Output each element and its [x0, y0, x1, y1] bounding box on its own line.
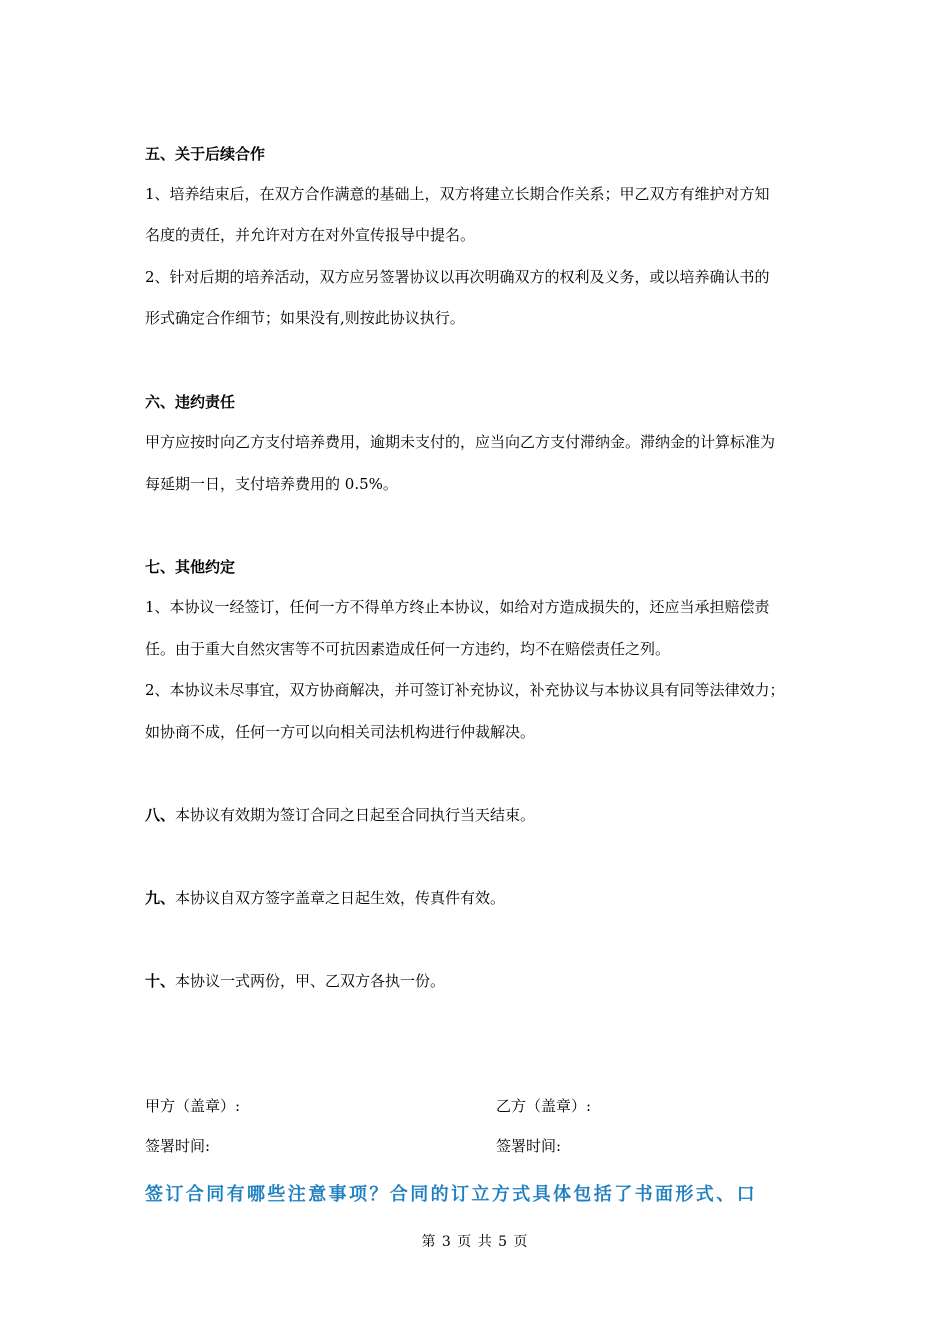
section-7-line-4: 如协商不成，任何一方可以向相关司法机构进行仲裁解决。 — [145, 723, 536, 741]
section-5-line-4: 形式确定合作细节；如果没有,则按此协议执行。 — [145, 309, 465, 327]
party-a-date-label: 签署时间: — [145, 1137, 211, 1155]
section-9-text: 本协议自双方签字盖章之日起生效，传真件有效。 — [175, 889, 506, 907]
section-7-heading: 七、其他约定 — [145, 558, 236, 576]
section-8-number: 八、 — [145, 806, 176, 824]
section-8-text: 本协议有效期为签订合同之日起至合同执行当天结束。 — [175, 806, 536, 824]
section-7-line-3: 2、本协议未尽事宜，双方协商解决，并可签订补充协议，补充协议与本协议具有同等法律效力； — [145, 681, 785, 699]
section-5-heading: 五、关于后续合作 — [145, 145, 266, 163]
section-5-line-2: 名度的责任，并允许对方在对外宣传报导中提名。 — [145, 226, 476, 244]
section-5-line-1: 1、培养结束后，在双方合作满意的基础上，双方将建立长期合作关系；甲乙双方有维护对方知 — [145, 185, 770, 203]
section-10-text: 本协议一式两份，甲、乙双方各执一份。 — [175, 972, 446, 990]
party-b-date-label: 签署时间: — [496, 1137, 562, 1155]
section-9-clause — [145, 888, 505, 908]
section-6-heading: 六、违约责任 — [145, 393, 236, 411]
section-9-number: 九、 — [145, 889, 176, 907]
section-5-line-3: 2、针对后期的培养活动，双方应另签署协议以再次明确双方的权利及义务，或以培养确认书的 — [145, 268, 770, 286]
section-10-number: 十、 — [145, 972, 176, 990]
section-7-line-2: 任。由于重大自然灾害等不可抗因素造成任何一方违约，均不在赔偿责任之列。 — [145, 640, 671, 658]
section-6-line-2: 每延期一日，支付培养费用的 0.5%。 — [145, 475, 398, 493]
page-number-footer: 第 3 页 共 5 页 — [421, 1234, 529, 1250]
party-a-seal-label: 甲方（盖章）: — [145, 1097, 241, 1115]
section-6-line-1: 甲方应按时向乙方支付培养费用，逾期未支付的，应当向乙方支付滞纳金。滞纳金的计算标准为 — [145, 433, 776, 451]
party-b-seal-label: 乙方（盖章）: — [496, 1097, 592, 1115]
section-7-line-1: 1、本协议一经签订，任何一方不得单方终止本协议，如给对方造成损失的，还应当承担赔偿责 — [145, 598, 770, 616]
section-10-clause — [145, 971, 445, 991]
section-8-clause — [145, 805, 535, 825]
promo-banner-link[interactable]: 签订合同有哪些注意事项？合同的订立方式具体包括了书面形式、口 — [145, 1184, 757, 1205]
